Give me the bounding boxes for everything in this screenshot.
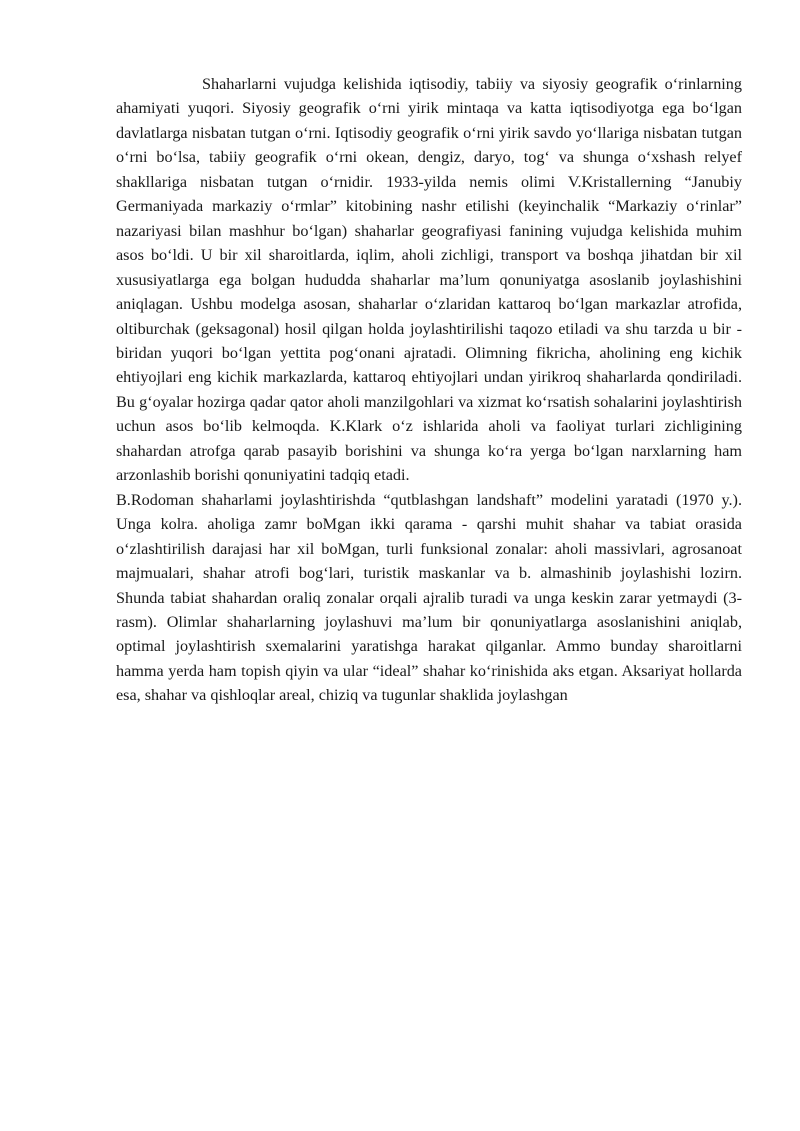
paragraph-rodoman: B.Rodoman shaharlami joylashtirishda “qutblashgan landshaft” modelini yaratadi (1970 y.). Unga kolra. aholiga zamr boMgan ikki qarama - qarshi muhit shahar va tabiat orasida o‘zlashtirilish darajasi har xil boMgan, turli funksional zonalar: aholi massivlari, agrosanoat majmualari, shahar atrofi bog‘lari, turistik maskanlar va b. almashinib joylashishi lozirn. Shunda tabiat shahardan oraliq zonalar orqali ajralib turadi va unga keskin zarar yetmaydi (3-rasm). Olimlar shaharlarning joylashuvi ma’lum bir qonuniyatlarga asoslanishini aniqlab, optimal joylashtirish sxemalarini yaratishga harakat qilganlar. Ammo bunday sharoitlarni hamma yerda ham topish qiyin va ular “ideal” shahar ko‘rinishida aks etgan. Aksariyat hollarda esa, shahar va qishloqlar areal, chiziq va tugunlar shaklida joylashgan [116, 490, 742, 705]
paragraph-intro: Shaharlarni vujudga kelishida iqtisodiy, tabiiy va siyosiy geografik o‘rinlarning ahamiyati yuqori. Siyosiy geografik o‘rni yirik mintaqa va katta iqtisodiyotga ega bo‘lgan davlatlarga nisbatan tutgan o‘rni. Iqtisodiy geografik o‘rni yirik savdo yo‘llariga nisbatan tutgan o‘rni bo‘lsa, tabiiy geografik o‘rni okean, dengiz, daryo, tog‘ va shunga o‘xshash relyef shakllariga nisbatan tutgan o‘rnidir. 1933-yilda nemis olimi V.Kristallerning “Janubiy Germaniyada markaziy o‘rmlar” kitobining nashr etilishi (keyinchalik “Markaziy o‘rinlar” nazariyasi bilan mashhur bo‘lgan) shaharlar geografiyasi fanining vujudga kelishida muhim asos bo‘ldi. U bir xil sharoitlarda, iqlim, aholi zichligi, transport va boshqa jihatdan bir xil xususiyatlarga ega bolgan hududda shaharlar ma’lum qonuniyatga asoslanib joylashishini aniqlagan. Ushbu modelga asosan, shaharlar o‘zlaridan kattaroq bo‘lgan markazlar atrofida, oltiburchak (geksagonal) hosil qilgan holda joylashtirilishi taqozo etiladi va shu tarzda u bir - biridan yuqori bo‘lgan yettita pog‘onani ajratadi. Olimning fikricha, aholining eng kichik ehtiyojlari eng kichik markazlarda, kattaroq ehtiyojlari undan yirikroq shaharlarda qondiriladi. Bu g‘oyalar hozirga qadar qator aholi manzilgohlari va xizmat ko‘rsatish sohalarini joylashtirish uchun asos bo‘lib kelmoqda. K.Klark o‘z ishlarida aholi va faoliyat turlari zichligining shahardan atrofga qarab pasayib borishini va shunga ko‘ra yerga bo‘lgan narxlarning ham arzonlashib borishi qonuniyatini tadqiq etadi. [116, 75, 742, 485]
document-page [116, 72, 742, 708]
